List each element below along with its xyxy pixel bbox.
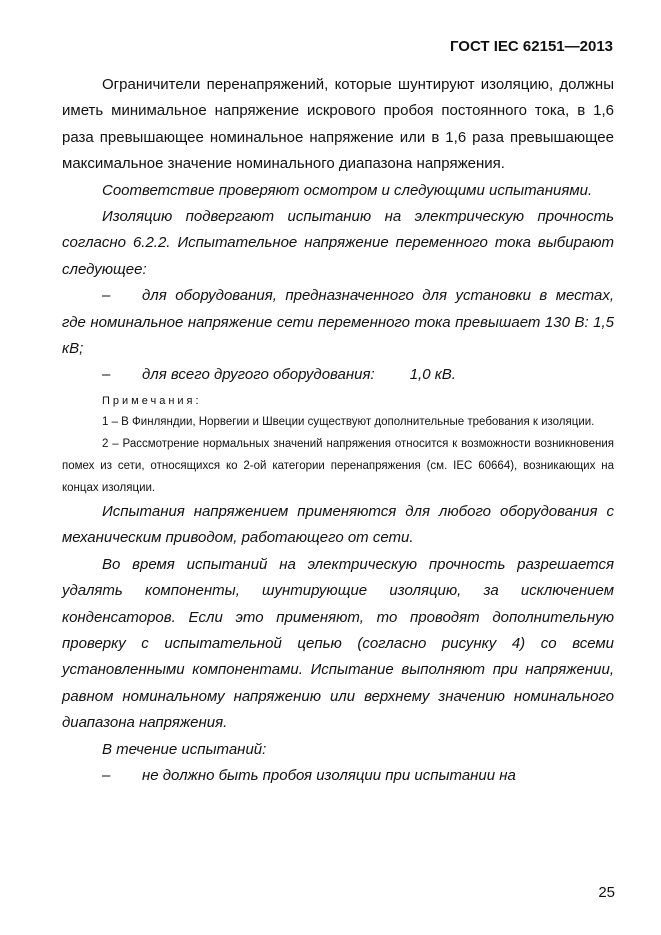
- bullet-value: 1,0 кВ.: [409, 366, 456, 384]
- document-id-header: ГОСТ IEC 62151—2013: [449, 38, 613, 55]
- bullet-text: для оборудования, предназначенного для установки в местах, где номинальное напряжение сети переменного тока превышает 130 В: 1,5 кВ;: [62, 287, 614, 358]
- bullet-dash: –: [102, 287, 111, 305]
- page-number: 25: [598, 884, 615, 901]
- paragraph-voltage-tests: Испытания напряжением применяются для любого оборудования с механическим приводом, работающего от сети.: [62, 502, 614, 547]
- note-1: 1 – В Финляндии, Норвегии и Швеции существуют дополнительные требования к изоляции.: [102, 415, 595, 428]
- document-body: [62, 72, 614, 789]
- paragraph-compliance: Соответствие проверяют осмотром и следующими испытаниями.: [102, 181, 593, 199]
- paragraph-during-tests: В течение испытаний:: [102, 740, 267, 758]
- bullet-item-2: [62, 362, 614, 388]
- note-2: 2 – Рассмотрение нормальных значений напряжения относится к возможности возникновения помех из сети, относящихся ко 2-ой категории перенапряжения (см. IEC 60664), возникающих на концах изоляции.: [62, 437, 614, 494]
- paragraph-component-removal: Во время испытаний на электрическую прочность разрешается удалять компоненты, шунтирующие изоляцию, за исключением конденсаторов. Если это применяют, то проводят дополнительную проверку с испытательной цепью (согласно рисунку 4) со всеми установленными компонентами. Испытание выполняют при напряжении, равном номинальному напряжению или верхнему значению номинального диапазона напряжения.: [62, 555, 614, 732]
- bullet-item-3: [62, 763, 614, 789]
- notes-heading: Примечания:: [102, 394, 202, 407]
- bullet-dash: –: [102, 366, 111, 384]
- bullet-text: не должно быть пробоя изоляции при испытании на: [142, 766, 516, 784]
- bullet-item-1: [62, 283, 614, 362]
- bullet-dash: –: [102, 766, 111, 784]
- bullet-text: для всего другого оборудования:: [142, 366, 375, 384]
- paragraph-dielectric-test: Изоляцию подвергают испытанию на электрическую прочность согласно 6.2.2. Испытательное напряжение переменного тока выбирают следующее:: [62, 208, 614, 278]
- paragraph-surge-arresters: Ограничители перенапряжений, которые шунтируют изоляцию, должны иметь минимальное напряжение искрового пробоя постоянного тока, в 1,6 раза превышающее номинальное напряжение или в 1,6 раза превышающее максимальное значение номинального диапазона напряжения.: [62, 76, 614, 173]
